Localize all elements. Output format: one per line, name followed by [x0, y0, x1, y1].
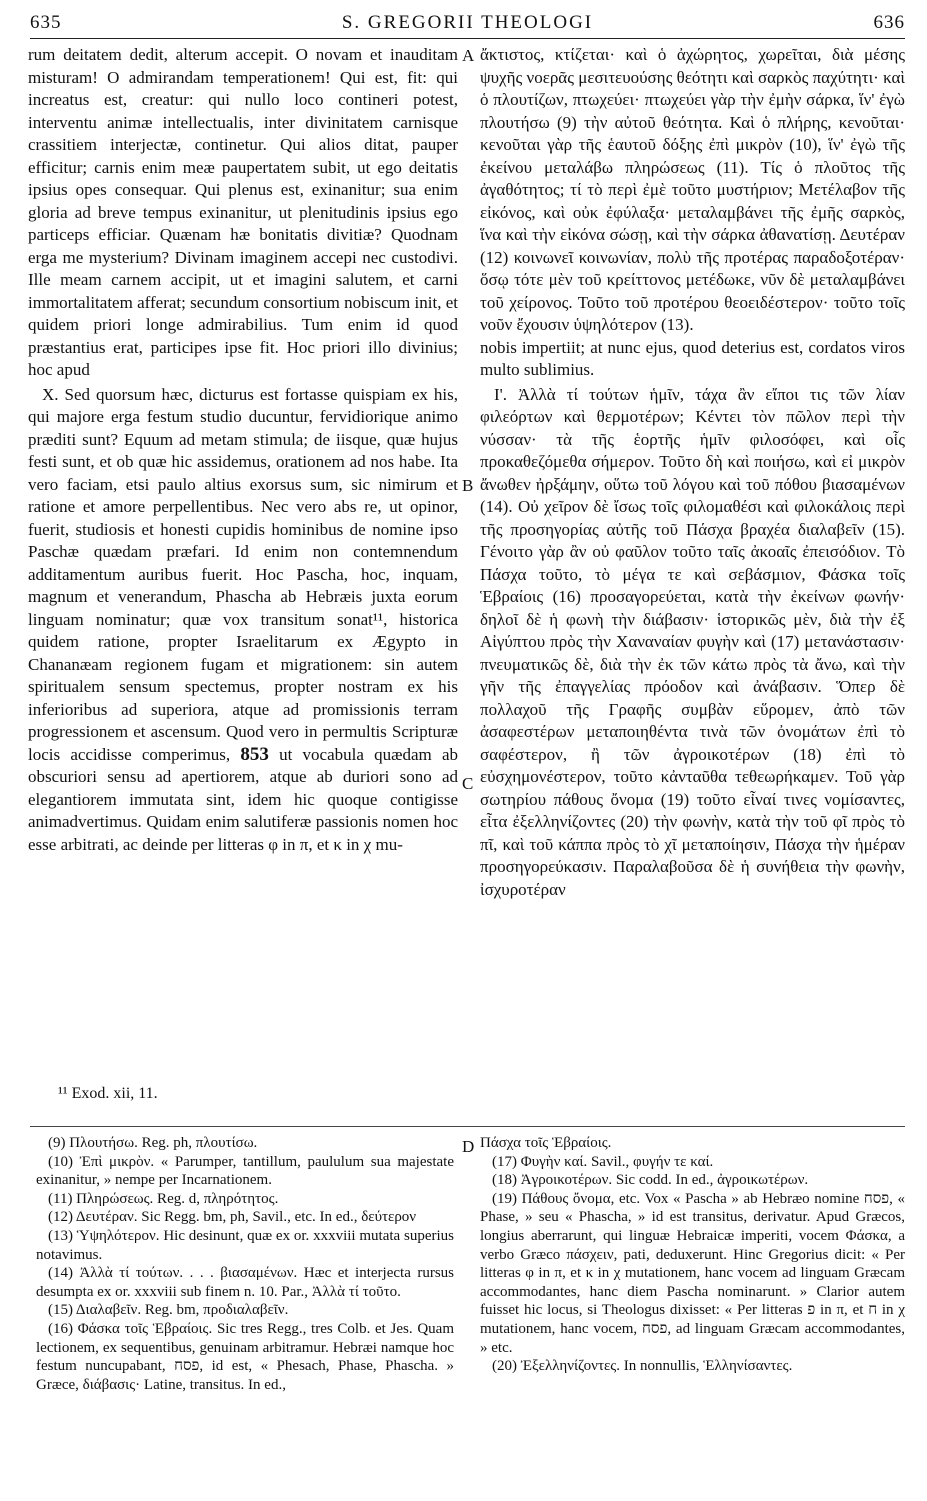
note-18: (18) Ἀγροικοτέρων. Sic codd. In ed., ἀγροικωτέρων. [492, 1172, 809, 1189]
latin-continuation: nobis impertiit; at nunc ejus, quod deterius est, cordatos viros multo sublimius. [480, 337, 905, 379]
note-14: (14) Ἀλλὰ τί τούτων. . . . βιασαμένων. Hæc et interjecta rursus desumpta ex or. xxxviii sub finem n. 10. Par., Ἀλλὰ τί τοῦτο. [36, 1265, 454, 1300]
note-12: (12) Δευτέραν. Sic Regg. bm, ph, Savil., etc. In ed., δεύτερον [48, 1209, 417, 1226]
greek-paragraph-2: Ι'. Ἀλλὰ τί τούτων ἡμῖν, τάχα ἂν εἴποι τις τῶν λίαν φιλεόρτων καὶ θερμοτέρων; Κέντει τὸν πῶλον περὶ τὴν νύσσαν· τὰ τῆς ἑορτῆς ἡμῖν φιλοσόφει, καὶ οἷς προκαθεζόμεθα σήμερον. Τοῦτο δὴ καὶ ποιήσω, καὶ εἰ μικρὸν ἄνωθεν ἠρξάμην, οὕτω τοῦ λόγου καὶ τοῦ πόθου βιασαμένων (14). Οὐ χεῖρον δὲ ἴσως τοῖς φιλομαθέσι καὶ φιλοκάλοις περὶ τῆς προσηγορίας αὐτῆς τοῦ Πάσχα βραχέα διαλαβεῖν (15). Γένοιτο γὰρ ἂν οὐ φαῦλον τοῦτο ταῖς ἀκοαῖς ἐπεισόδιον. Τὸ Πάσχα τοῦτο, τὸ μέγα τε καὶ σεβάσμιον, Φάσκα τοῖς Ἑβραίοις (16) προσαγορεύεται, κατὰ τὴν ἐκείνων φωνήν· δηλοῖ δὲ ἡ φωνὴ τὴν διάβασιν· ἱστορικῶς μὲν, διὰ τὴν ἐξ Αἰγύπτου πρὸς τὴν Χαναναίαν φυγὴν καὶ (17) μετανάστασιν· πνευματικῶς δὲ, διὰ τὴν ἐκ τῶν κάτω πρὸς τὰ ἄνω, καὶ τὴν γῆν τῆς ἐπαγγελίας πρόοδον καὶ ἀνάβασιν. Ὅπερ δὲ πολλαχοῦ τῆς Γραφῆς συμβὰν εὕρομεν, ἀπὸ τῶν ἀσαφεστέρων μεταποιηθέντα τινὰ τῶν ὀνομάτων ἐπὶ τὸ σαφέστερον, ἢ τῶν ἀγροικοτέρων (18) ἐπὶ τὸ εὐσχημονέστερον, τοῦτο κἀνταῦθα τεθεωρήκαμεν. Τοῦ γὰρ σωτηρίου πάθους ὄνομα (19) τοῦτο εἶναί τινες νομίσαντες, εἶτα ἐξελληνίζοντες (20) τὴν φωνὴν, κατὰ τὴν τοῦ φῖ πρὸς τὸ πῖ, καὶ τοῦ κάππα πρὸς τὸ χῖ μεταποίησιν, Πάσχα τὴν ἡμέραν προσηγορεύκασιν. Παραλαβοῦσα δὲ ἡ συνήθεια τὴν φωνὴν, ἰσχυροτέραν [480, 384, 905, 899]
note-15: (15) Διαλαβεῖν. Reg. bm, προδιαλαβεῖν. [48, 1302, 289, 1319]
note-10: (10) Ἐπὶ μικρὸν. « Parumper, tantillum, paululum sua majestate exinanitur, » nempe per Incarnationem. [36, 1153, 454, 1189]
latin-column [28, 44, 458, 856]
note-9: (9) Πλουτήσω. Reg. ph, πλουτίσω. [48, 1135, 258, 1151]
siglum-d: D [462, 1137, 475, 1156]
note-20: (20) Ἐξελληνίζοντες. In nonnullis, Ἑλληνίσαντες. [492, 1358, 793, 1375]
header-rule [30, 38, 905, 39]
notes-left-column [36, 1134, 454, 1394]
latin-paragraph-2-a: X. Sed quorsum hæc, dicturus est fortasse quispiam ex his, qui majore erga festum studio ducuntur, fervidiorique animo præditi sunt? Equum ad metam stimula; de iisque, quæ hujus festi sunt, et ob quæ hic assidemus, orationem ad nos habe. Ita vero faciam, etsi paulo altius exorsus sum, sic nimirum et ratione et amore perpellentibus. Nec vero abs re, ut opinor, fuerit, studiosis et honesti cupidis hominibus de nomine ipso Paschæ quædam præfari. Id enim non contemnendum additamentum auribus fuerit. Hoc Pascha, hoc, inquam, magnum et venerandum, Phascha ab Hebræis juxta eorum linguam nominatur; quæ vox transitum sonat¹¹, historica quidem ratione, propter Israelitarum ex Ægypto in Chananæam regionem fugam et migrationem: sin autem spiritualem sensum spectemus, propter nostram ex his inferioribus ad superiora, atque ad promissionis terram progressionem et ascensum. Quod vero in permultis Scripturæ locis accidisse comperimus, [28, 384, 458, 764]
note-16-continuation: Πάσχα τοῖς Ἑβραίοις. [480, 1135, 612, 1151]
siglum-a: A [462, 46, 475, 65]
page-title: S. GREGORII THEOLOGI [341, 12, 594, 33]
notes-rule [30, 1126, 905, 1127]
latin-paragraph-2 [28, 384, 458, 857]
greek-paragraph-1: ἄκτιστος, κτίζεται· καὶ ὁ ἀχώρητος, χωρεῖται, διὰ μέσης ψυχῆς νοερᾶς μεσιτευούσης θεότητι καὶ σαρκὸς παχύτητι· καὶ ὁ πλουτίζων, πτωχεύει· πτωχεύει γὰρ τὴν ἐμὴν σάρκα, ἵν' ἐγὼ πλουτήσω (9) τὴν αὐτοῦ θεότητα. Καὶ ὁ πλήρης, κενοῦται· κενοῦται γὰρ τῆς ἑαυτοῦ δόξης ἐπὶ μικρὸν (10), ἵν' ἐγὼ τῆς ἐκείνου μεταλάβω πληρώσεως (11). Τίς ὁ πλοῦτος τῆς ἀγαθότητος; τί τὸ περὶ ἐμὲ τοῦτο μυστήριον; Μετέλαβον τῆς εἰκόνος, καὶ οὐκ ἐφύλαξα· μεταλαμβάνει τῆς ἐμῆς σαρκὸς, ἵνα καὶ τὴν εἰκόνα σώσῃ, καὶ τὴν σάρκα ἀθανατίσῃ. Δευτέραν (12) κοινωνεῖ κοινωνίαν, πολὺ τῆς προτέρας παραδοξοτέραν· ὅσῳ τότε μὲν τοῦ κρείττονος μετέδωκε, νῦν δὲ μεταλαμβάνει τοῦ χείρονος. Τοῦτο τοῦ προτέρου θεοειδέστερον· τοῦτο τοῖς νοῦν ἔχουσιν ὑψηλότερον (13). [480, 45, 905, 334]
siglum-b: B [462, 476, 474, 495]
page-number-right: 636 [873, 12, 905, 33]
note-11: (11) Πληρώσεως. Reg. d, πληρότητος. [48, 1190, 279, 1207]
running-header [30, 8, 905, 38]
column-number-mark: 853 [240, 743, 269, 765]
notes-right-column [480, 1134, 905, 1376]
greek-column [480, 44, 905, 901]
page-number-left: 635 [30, 12, 62, 33]
siglum-c: C [462, 774, 474, 793]
note-16: (16) Φάσκα τοῖς Ἑβραίοις. Sic tres Regg., tres Colb. et Jes. Quam lectionem, ex sequentibus, genuinam arbitramur. Hebræi namque hoc festum nuncupabant, פסח, id est, « Phesach, Phase, Phascha. » Græce, διάβασις· Latine, transitus. In ed., [36, 1320, 454, 1393]
note-13: (13) Ὑψηλότερον. Hic desinunt, quæ ex or. xxxviii mutata superius notavimus. [36, 1227, 454, 1263]
note-19: (19) Πάθους ὄνομα, etc. Vox « Pascha » ab Hebræo nomine פסח, « Phase, » seu « Phascha, » id est transitus, derivatur. Apud Græcos, longius aberrarunt, qui linguæ Hebraicæ imperiti, vocem Φάσκα, a verbo Græco πάσχειν, pati, deduxerunt. Hinc Gregorius dicit: « Per litteras φ in π, et κ in χ mutationem, hanc vocem ad linguam Græcam accommodantes, hanc diem Pascha nominarunt. » Clarior autem fuisset hic locus, si Theologus dixisset: « Per litteras פ in π, et ח in χ mutationem, hanc vocem, פסח, ad linguam Græcam accommodantes, » etc. [480, 1190, 906, 1356]
latin-paragraph-1: rum deitatem dedit, alterum accepit. O novam et inauditam misturam! O admirandam temperationem! Qui est, fit: qui increatus est, creatur: qui nullo loco contineri potest, interventu animæ intellectualis, inter divinitatem carnisque crassitiem interjectæ, continetur. Qui alios ditat, pauper efficitur; carnis enim meæ paupertatem subit, ut ego deitatis ipsius opes consequar. Qui plenus est, exinanitur; sua enim gloria ad breve tempus exinanitur, ut plenitudinis ipsius ego particeps efficiar. Quænam hæ bonitatis divitiæ? Quodnam erga me mysterium? Divinam imaginem accepi nec custodivi. Ille meam carnem accipit, ut et imagini salutem, et carni immortalitatem afferat; secundum consortium nobiscum init, et quidem priori longe admirabilius. Tum enim id quod præstantius erat, participes ipse fit. Hoc priori illo divinius; hoc apud [28, 45, 458, 379]
scripture-footnote: ¹¹ Exod. xii, 11. [58, 1085, 158, 1102]
latin-paragraph-2-b: ut vocabula quædam ab obscuriori sensu ad apertiorem, atque ab duriori sono ad elegantiorem immutata sint, idem hic quoque contigisse animadvertimus. Quidam enim salutiferæ passionis nomen hoc esse arbitrati, ac deinde per litteras φ in π, et κ in χ mu- [28, 744, 458, 854]
note-17: (17) Φυγὴν καί. Savil., φυγήν τε καί. [492, 1153, 714, 1170]
